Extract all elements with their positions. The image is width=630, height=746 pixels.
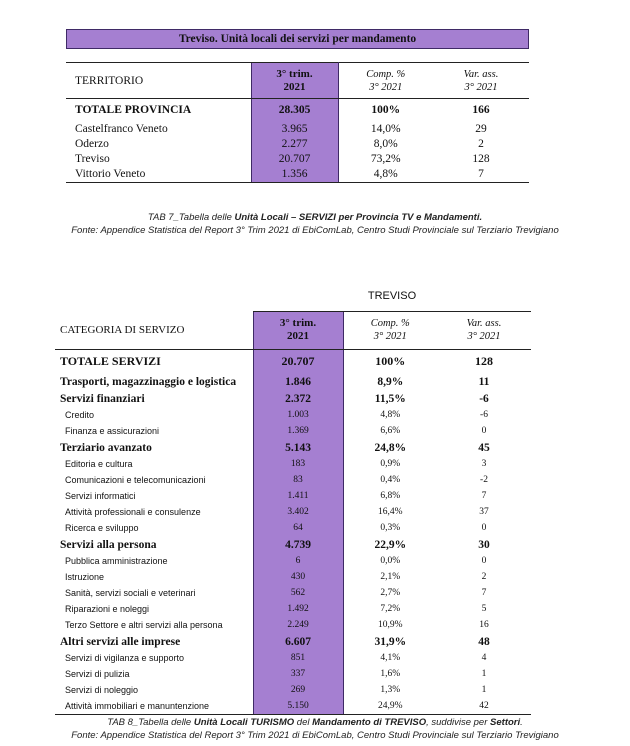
table-row (55, 617, 531, 633)
row-label: Servizi alla persona (60, 538, 157, 551)
row-label: Ricerca e sviluppo (65, 523, 139, 533)
row-value: 337 (253, 666, 343, 682)
row-var: 128 (472, 152, 490, 165)
row-label: Servizi informatici (65, 491, 136, 501)
col-header-comp: Comp. % 3° 2021 (343, 311, 437, 349)
row-label: Treviso (75, 152, 110, 165)
table-row (66, 167, 529, 183)
total-value: 20.707 (253, 349, 343, 373)
region-label: TREVISO (253, 281, 531, 311)
row-var: 1 (481, 685, 487, 695)
table-row (55, 698, 531, 715)
table-row (55, 407, 531, 423)
table-row (55, 373, 531, 390)
row-comp: 14,0% (370, 122, 401, 135)
table-row (55, 601, 531, 617)
row-var: 11 (478, 375, 490, 388)
row-value: 851 (253, 650, 343, 666)
row-value: 1.003 (253, 407, 343, 423)
row-comp: 1,3% (380, 685, 401, 695)
row-var: 37 (479, 507, 489, 517)
row-var: 48 (478, 635, 490, 648)
row-label: Terzo Settore e altri servizi alla persona (65, 620, 223, 630)
row-value: 20.707 (251, 152, 338, 167)
row-label: Attività immobiliari e manuntenzione (55, 698, 253, 715)
row-comp: 31,9% (374, 635, 407, 648)
row-comp: 4,1% (380, 653, 401, 663)
col-header-var: Var. ass. 3° 2021 (437, 311, 531, 349)
table-row (55, 488, 531, 504)
table1-total-row (66, 99, 529, 122)
row-value: 1.369 (253, 423, 343, 439)
table1-title: Treviso. Unità locali dei servizi per mandamento (66, 29, 529, 49)
total-comp: 100% (371, 104, 401, 117)
row-var: 4 (481, 653, 487, 663)
col-header-value: 3° trim. 2021 (253, 311, 343, 349)
row-label: Credito (65, 410, 95, 420)
row-label: Istruzione (65, 572, 105, 582)
row-var: -6 (479, 392, 489, 405)
table-row (66, 137, 529, 152)
row-label: Altri servizi alle imprese (60, 635, 181, 648)
row-var: 42 (437, 698, 531, 715)
row-value: 2.372 (253, 390, 343, 407)
row-label: Editoria e cultura (65, 459, 133, 469)
row-comp: 4,8% (338, 167, 433, 183)
row-var: 2 (481, 572, 487, 582)
table-row (55, 439, 531, 456)
row-var: 0 (481, 426, 487, 436)
row-value: 6 (253, 553, 343, 569)
table-row (55, 650, 531, 666)
row-var: 30 (478, 538, 490, 551)
row-label: Servizi di pulizia (65, 669, 130, 679)
row-value: 5.150 (253, 698, 343, 715)
table1-caption: TAB 7_Tabella delle Unità Locali – SERVIZI per Provincia TV e Mandamenti. Fonte: Appendice Statistica del Report 3° Trim 2021 di EbiComLab, Centro Studi Provinciale sul Terziario Trevigiano (71, 212, 559, 236)
row-var: 5 (481, 604, 487, 614)
row-var: 1 (481, 669, 487, 679)
row-label: Comunicazioni e telecomunicazioni (65, 475, 206, 485)
row-comp: 0,0% (380, 556, 401, 566)
row-value: 83 (253, 472, 343, 488)
table-row (55, 666, 531, 682)
row-label: Castelfranco Veneto (75, 122, 168, 135)
row-comp: 0,9% (380, 459, 401, 469)
row-var: 16 (479, 620, 489, 630)
table-row (66, 122, 529, 137)
row-var: 3 (481, 459, 487, 469)
row-var: 29 (475, 122, 487, 135)
table1-header-row (66, 63, 529, 99)
row-comp: 2,7% (380, 588, 401, 598)
row-var: 45 (478, 441, 490, 454)
table2-region-row (55, 281, 531, 311)
row-value: 5.143 (253, 439, 343, 456)
row-value: 2.249 (253, 617, 343, 633)
row-comp: 11,5% (374, 392, 406, 405)
row-var: 7 (433, 167, 529, 183)
table-row (55, 536, 531, 553)
row-label: Finanza e assicurazioni (65, 426, 160, 436)
row-comp: 8,0% (373, 137, 398, 150)
table2-header-row (55, 311, 531, 349)
row-comp: 7,2% (380, 604, 401, 614)
row-value: 1.492 (253, 601, 343, 617)
row-label: Oderzo (75, 137, 109, 150)
row-label: Servizi di vigilanza e supporto (65, 653, 185, 663)
row-comp: 24,9% (343, 698, 437, 715)
row-value: 1.846 (253, 373, 343, 390)
row-label: Sanità, servizi sociali e veterinari (65, 588, 196, 598)
table-row (55, 423, 531, 439)
row-value: 269 (253, 682, 343, 698)
row-comp: 6,8% (380, 491, 401, 501)
row-label: Terziario avanzato (60, 441, 152, 454)
row-value: 3.402 (253, 504, 343, 520)
table-row (55, 682, 531, 698)
table-row (55, 520, 531, 536)
row-label: Vittorio Veneto (66, 167, 251, 183)
row-comp: 0,4% (380, 475, 401, 485)
row-comp: 0,3% (380, 523, 401, 533)
total-label: TOTALE SERVIZI (60, 353, 161, 368)
table-row (55, 569, 531, 585)
row-var: 7 (481, 491, 487, 501)
row-var: 2 (478, 137, 484, 150)
row-label: Attività professionali e consulenze (65, 507, 201, 517)
row-var: 0 (481, 556, 487, 566)
row-comp: 22,9% (374, 538, 407, 551)
col-header-value: 3° trim. 2021 (251, 63, 338, 99)
row-label: Pubblica amministrazione (65, 556, 168, 566)
col-header-var: Var. ass. 3° 2021 (433, 63, 529, 99)
row-value: 3.965 (251, 122, 338, 137)
row-value: 2.277 (251, 137, 338, 152)
total-comp: 100% (375, 353, 406, 368)
row-comp: 2,1% (380, 572, 401, 582)
row-comp: 8,9% (377, 375, 404, 388)
table-row (55, 456, 531, 472)
row-var: -2 (480, 475, 488, 485)
table-row (55, 553, 531, 569)
col-header-comp: Comp. % 3° 2021 (338, 63, 433, 99)
total-value: 28.305 (251, 99, 338, 122)
row-value: 6.607 (253, 633, 343, 650)
table-row (55, 390, 531, 407)
row-comp: 73,2% (370, 152, 401, 165)
row-value: 562 (253, 585, 343, 601)
total-var: 128 (475, 353, 493, 368)
row-comp: 16,4% (377, 507, 403, 517)
row-label: Riparazioni e noleggi (65, 604, 150, 614)
col-header-categoria: CATEGORIA DI SERVIZO (55, 311, 253, 349)
total-var: 166 (472, 104, 490, 117)
row-comp: 24,8% (374, 441, 407, 454)
row-comp: 1,6% (380, 669, 401, 679)
row-label: Servizi di noleggio (65, 685, 139, 695)
row-label: Trasporti, magazzinaggio e logistica (60, 375, 237, 388)
table-row (55, 585, 531, 601)
row-value: 430 (253, 569, 343, 585)
row-var: 7 (481, 588, 487, 598)
row-value: 64 (253, 520, 343, 536)
row-label: Servizi finanziari (60, 392, 145, 405)
row-comp: 4,8% (380, 410, 401, 420)
row-var: 0 (481, 523, 487, 533)
row-value: 1.356 (251, 167, 338, 183)
row-value: 1.411 (253, 488, 343, 504)
table-row (55, 633, 531, 650)
table2-caption: TAB 8_Tabella delle Unità Locali TURISMO del Mandamento di TREVISO, suddivise per Settori. Fonte: Appendice Statistica del Report 3° Trim 2021 di EbiComLab, Centro Studi Provinciale sul Terziario Trevigiano (71, 717, 559, 741)
table2-total-row (55, 349, 531, 373)
table-row (55, 472, 531, 488)
table-units-by-district (66, 62, 529, 183)
row-comp: 6,6% (380, 426, 401, 436)
row-comp: 10,9% (377, 620, 403, 630)
row-var: -6 (480, 410, 488, 420)
table-units-by-sector (55, 281, 531, 715)
col-header-territorio: TERRITORIO (66, 63, 251, 99)
row-value: 4.739 (253, 536, 343, 553)
table-row (66, 152, 529, 167)
row-value: 183 (253, 456, 343, 472)
total-label: TOTALE PROVINCIA (75, 104, 192, 117)
table-row (55, 504, 531, 520)
